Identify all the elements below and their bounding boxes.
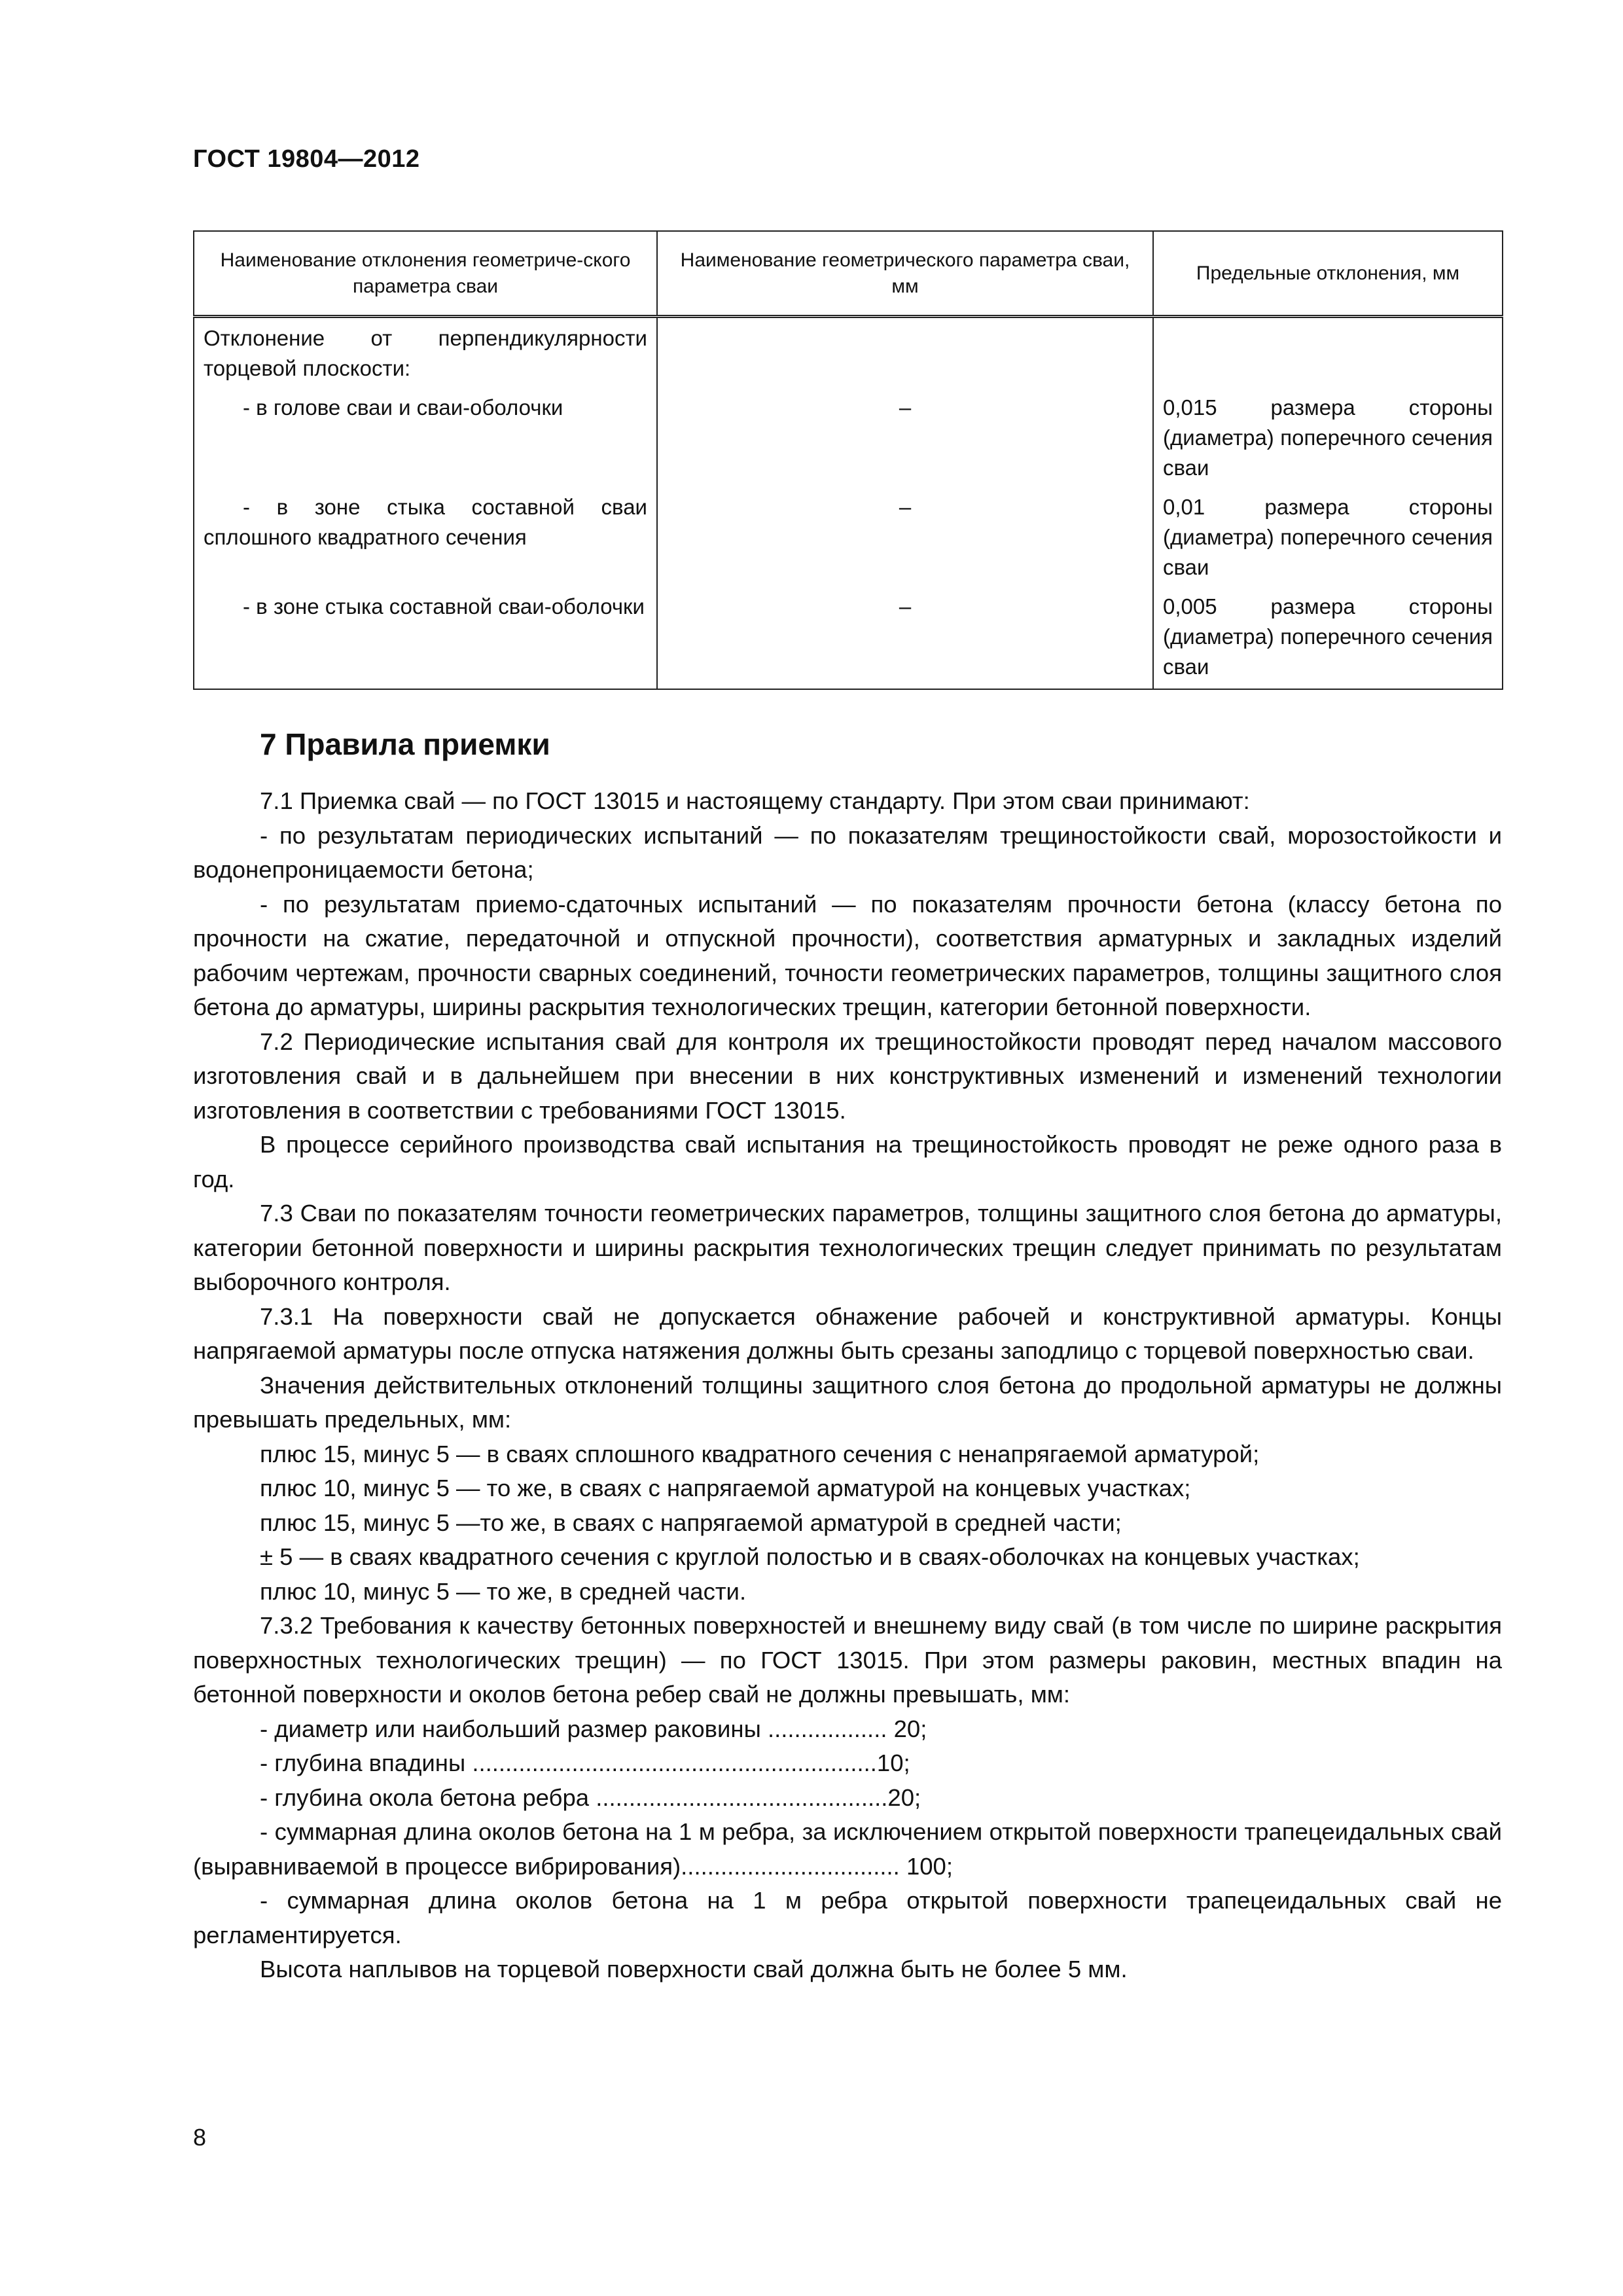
table-intro-cell: Отклонение от перпендикулярности торцевой плоскости: xyxy=(194,317,657,391)
table-cell: 0,015 размера стороны (диаметра) поперечного сечения сваи xyxy=(1153,390,1503,490)
paragraph: 7.3.2 Требования к качеству бетонных поверхностей и внешнему виду свай (в том числе по ширине раскрытия поверхностных технологических трещин) — по ГОСТ 13015. При этом размеры раковин, местных впадин на бетонной поверхности и околов бетона ребер свай не должны превышать, мм: xyxy=(193,1612,1502,1708)
column-header: Наименование отклонения геометриче-ского параметра сваи xyxy=(194,231,657,317)
paragraph: 7.3.1 На поверхности свай не допускается обнажение рабочей и конструктивной арматуры. Концы напрягаемой арматуры после отпуска натяжения должны быть срезаны заподлицо с торцевой поверхностью сваи. xyxy=(193,1302,1502,1364)
row-name: - в голове сваи и сваи-оболочки xyxy=(243,395,563,420)
table-cell xyxy=(657,317,1153,391)
table-row xyxy=(194,390,1503,490)
column-header: Наименование геометрического параметра сваи, мм xyxy=(657,231,1153,317)
list-item: - диаметр или наибольший размер раковины .................. 20; xyxy=(260,1715,927,1742)
deviation-table xyxy=(193,230,1503,690)
paragraph: 7.3 Сваи по показателям точности геометрических параметров, толщины защитного слоя бетона до арматуры, категории бетонной поверхности и ширины раскрытия технологических трещин следует принимать по результатам выборочного контроля. xyxy=(193,1200,1502,1295)
column-header: Предельные отклонения, мм xyxy=(1153,231,1503,317)
section-body xyxy=(193,784,1502,1987)
paragraph: 7.1 Приемка свай — по ГОСТ 13015 и настоящему стандарту. При этом сваи принимают: xyxy=(260,787,1250,814)
table-cell xyxy=(194,390,657,490)
paragraph: Значения действительных отклонений толщины защитного слоя бетона до продольной арматуры не должны превышать предельных, мм: xyxy=(193,1371,1502,1433)
table-cell xyxy=(194,490,657,589)
row-name: - в зоне стыка составной сваи-оболочки xyxy=(243,594,645,619)
table-row xyxy=(194,317,1503,391)
list-item: плюс 10, минус 5 — то же, в сваях с напрягаемой арматурой на концевых участках; xyxy=(260,1475,1191,1501)
list-item: - глубина впадины .............................................................10; xyxy=(260,1749,910,1776)
page-number: 8 xyxy=(193,2124,207,2151)
table-header-row xyxy=(194,231,1503,317)
table-cell: 0,005 размера стороны (диаметра) поперечного сечения сваи xyxy=(1153,589,1503,689)
list-item: - суммарная длина околов бетона на 1 м ребра, за исключением открытой поверхности трапецеидальных свай (выравниваемой в процессе вибрирования)................................. 100; xyxy=(193,1818,1502,1880)
paragraph: - по результатам периодических испытаний — по показателям трещиностойкости свай, морозостойкости и водонепроницаемости бетона; xyxy=(193,821,1502,883)
table-cell: – xyxy=(657,490,1153,589)
list-item: - глубина окола бетона ребра ............................................20; xyxy=(260,1784,921,1811)
section-title: 7 Правила приемки xyxy=(260,727,550,761)
list-item: плюс 15, минус 5 —то же, в сваях с напрягаемой арматурой в средней части; xyxy=(260,1509,1122,1536)
paragraph: 7.2 Периодические испытания свай для контроля их трещиностойкости проводят перед началом массового изготовления свай и в дальнейшем при внесении в них конструктивных изменений и изменений технологии изготовления в соответствии с требованиями ГОСТ 13015. xyxy=(193,1028,1502,1124)
list-item: плюс 10, минус 5 — то же, в средней части. xyxy=(260,1577,747,1605)
table-cell xyxy=(194,589,657,689)
table-cell xyxy=(1153,317,1503,391)
table-cell: – xyxy=(657,390,1153,490)
row-name: - в зоне стыка составной сваи сплошного квадратного сечения xyxy=(204,495,647,549)
list-item: - суммарная длина околов бетона на 1 м ребра открытой поверхности трапецеидальных свай не регламентируется. xyxy=(193,1887,1502,1948)
paragraph: - по результатам приемо-сдаточных испытаний — по показателям прочности бетона (классу бетона по прочности на сжатие, передаточной и отпускной прочности), соответствия арматурных и закладных изделий рабочим чертежам, прочности сварных соединений, точности геометрических параметров, толщины защитного слоя бетона до арматуры, ширины раскрытия технологических трещин, категории бетонной поверхности. xyxy=(193,890,1502,1020)
list-item: ± 5 — в сваях квадратного сечения с круглой полостью и в сваях-оболочках на концевых участках; xyxy=(260,1543,1360,1570)
document-header: ГОСТ 19804—2012 xyxy=(193,145,420,173)
paragraph: Высота наплывов на торцевой поверхности свай должна быть не более 5 мм. xyxy=(260,1956,1128,1982)
table-row xyxy=(194,589,1503,689)
paragraph: В процессе серийного производства свай испытания на трещиностойкость проводят не реже одного раза в год. xyxy=(193,1131,1502,1193)
table-cell: – xyxy=(657,589,1153,689)
table-row xyxy=(194,490,1503,589)
table-cell: 0,01 размера стороны (диаметра) поперечного сечения сваи xyxy=(1153,490,1503,589)
list-item: плюс 15, минус 5 — в сваях сплошного квадратного сечения с ненапрягаемой арматурой; xyxy=(260,1440,1260,1467)
